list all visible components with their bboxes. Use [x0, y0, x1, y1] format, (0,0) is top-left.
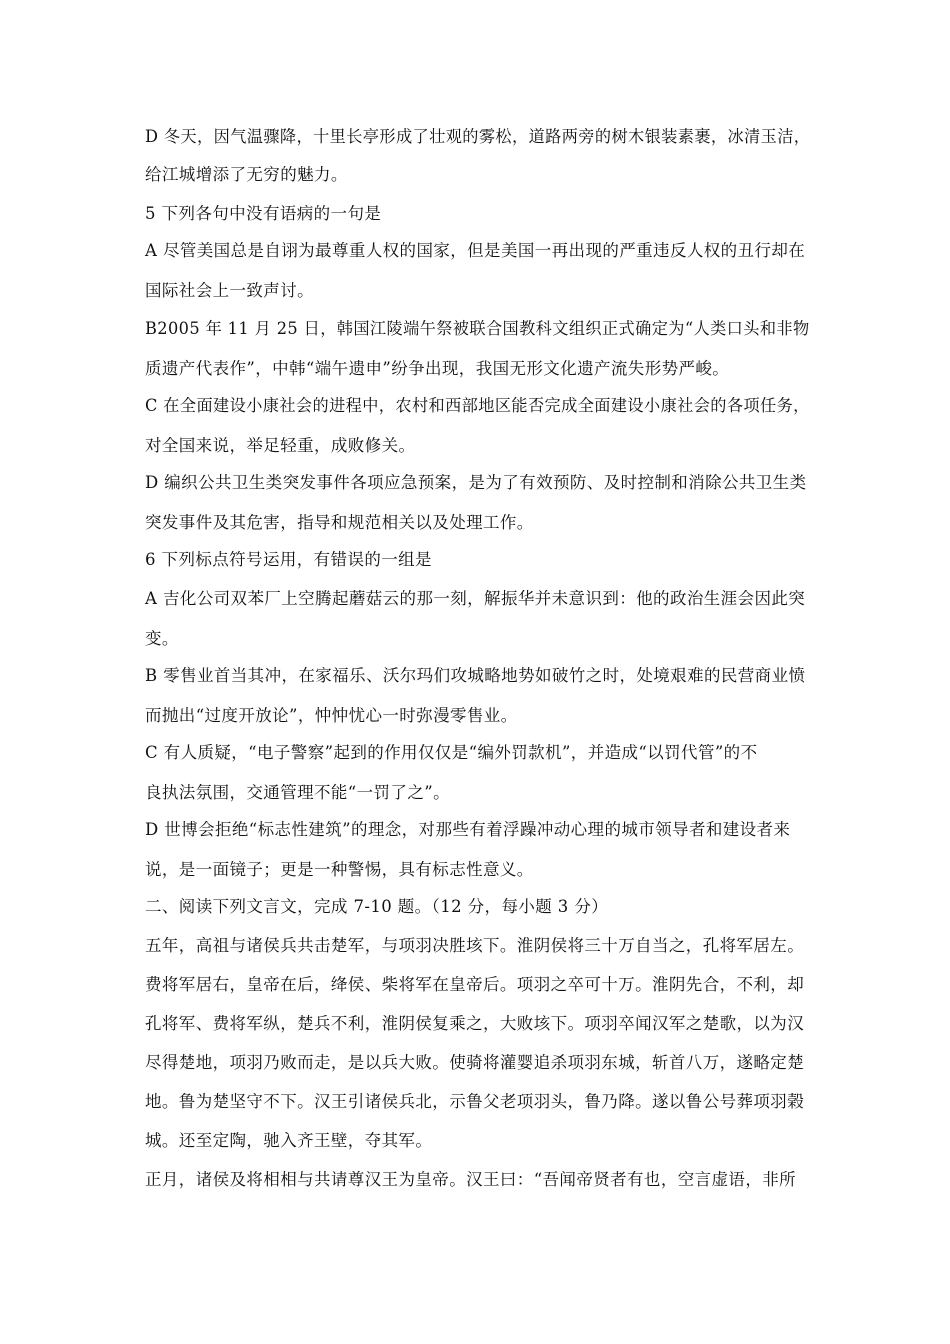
text-line: 变。 [145, 629, 179, 648]
text-line: 而抛出“过度开放论”，忡忡忧心一时弥漫零售业。 [145, 706, 518, 725]
option-a: A 尽管美国总是自诩为最尊重人权的国家，但是美国一再出现的严重违反人权的丑行却在 [145, 241, 806, 260]
option-b: B 零售业首当其冲，在家福乐、沃尔玛们攻城略地势如破竹之时，处境艰难的民营商业愤 [145, 666, 806, 685]
text-line: 给江城增添了无穷的魅力。 [145, 165, 348, 184]
section-heading: 二、阅读下列文言文，完成 7-10 题。（12 分，每小题 3 分） [145, 897, 609, 916]
text-line: 突发事件及其危害，指导和规范相关以及处理工作。 [145, 513, 534, 532]
question-heading: 6 下列标点符号运用，有错误的一组是 [145, 550, 432, 569]
passage-line: 尽得楚地，项羽乃败而走，是以兵大败。使骑将灌婴追杀项羽东城，斩首八万，遂略定楚 [145, 1053, 805, 1072]
text-line: 说，是一面镜子；更是一种警惕，具有标志性意义。 [145, 860, 534, 879]
text-line: 良执法氛围，交通管理不能“一罚了之”。 [145, 783, 450, 802]
passage-line: 城。还至定陶，驰入齐王壁，夺其军。 [145, 1131, 433, 1150]
passage-line: 地。鲁为楚坚守不下。汉王引诸侯兵北，示鲁父老项羽头，鲁乃降。遂以鲁公号葬项羽榖 [145, 1092, 805, 1111]
passage-line: 五年，高祖与诸侯兵共击楚军，与项羽决胜垓下。淮阴侯将三十万自当之，孔将军居左。 [145, 936, 805, 955]
option-b: B2005 年 11 月 25 日，韩国江陵端午祭被联合国教科文组织正式确定为“人类口头和非物 [145, 319, 810, 338]
passage-line: 正月，诸侯及将相相与共请尊汉王为皇帝。汉王曰：“吾闻帝贤者有也，空言虚语，非所 [145, 1170, 797, 1189]
text-line: D 冬天，因气温骤降，十里长亭形成了壮观的雾松，道路两旁的树木银装素裹，冰清玉洁， [145, 127, 811, 146]
passage-line: 孔将军、费将军纵，楚兵不利，淮阴侯复乘之，大败垓下。项羽卒闻汉军之楚歌，以为汉 [145, 1014, 805, 1033]
option-a: A 吉化公司双苯厂上空腾起蘑菇云的那一刻，解振华并未意识到：他的政治生涯会因此突 [145, 589, 806, 608]
question-heading: 5 下列各句中没有语病的一句是 [145, 204, 382, 223]
option-c: C 在全面建设小康社会的进程中，农村和西部地区能否完成全面建设小康社会的各项任务， [145, 396, 810, 415]
option-c: C 有人质疑，“电子警察”起到的作用仅仅是“编外罚款机”，并造成“以罚代管”的不 [145, 743, 758, 762]
text-line: 对全国来说，举足轻重，成败修关。 [145, 436, 416, 455]
text-line: 质遗产代表作”，中韩“端午遗申”纷争出现，我国无形文化遗产流失形势严峻。 [145, 359, 730, 378]
passage-line: 费将军居右，皇帝在后，绛侯、柴将军在皇帝后。项羽之卒可十万。淮阴先合，不利，却 [145, 975, 805, 994]
text-line: 国际社会上一致声讨。 [145, 281, 314, 300]
option-d: D 世博会拒绝“标志性建筑”的理念，对那些有着浮躁冲动心理的城市领导者和建设者来 [145, 820, 791, 839]
option-d: D 编织公共卫生类突发事件各项应急预案，是为了有效预防、及时控制和消除公共卫生类 [145, 473, 807, 492]
